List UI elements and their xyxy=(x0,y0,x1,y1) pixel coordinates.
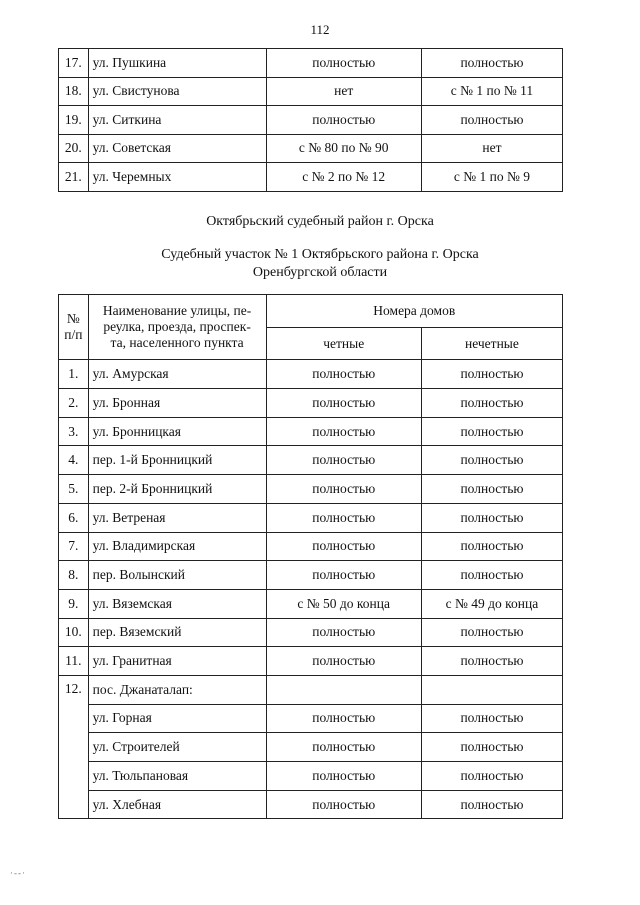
street-name: пер. 2-й Бронницкий xyxy=(88,475,266,504)
even-houses: с № 50 до конца xyxy=(266,589,421,618)
table-row xyxy=(59,106,563,135)
odd-houses: полностью xyxy=(421,762,562,791)
section-heading-line: Оренбургской области xyxy=(252,265,388,280)
street-name: ул. Пушкина xyxy=(88,49,266,78)
even-houses: с № 2 по № 12 xyxy=(266,163,421,192)
street-name: пер. 1-й Бронницкий xyxy=(88,446,266,475)
table-row xyxy=(59,647,563,676)
even-houses: нет xyxy=(266,77,421,106)
street-name: ул. Черемных xyxy=(88,163,266,192)
odd-houses: с № 49 до конца xyxy=(421,589,562,618)
odd-houses: полностью xyxy=(421,49,562,78)
even-houses: полностью xyxy=(266,733,421,762)
table-row xyxy=(59,475,563,504)
street-name: ул. Хлебная xyxy=(88,790,266,819)
header-even: четные xyxy=(266,327,421,360)
row-number: 4. xyxy=(59,446,89,475)
odd-houses: полностью xyxy=(421,733,562,762)
row-number: 1. xyxy=(59,360,89,389)
odd-houses: полностью xyxy=(421,106,562,135)
header-number-line: п/п xyxy=(64,327,83,343)
street-name: ул. Гранитная xyxy=(88,647,266,676)
table-row xyxy=(59,503,563,532)
row-number: 5. xyxy=(59,475,89,504)
row-number: 18. xyxy=(59,77,89,106)
street-name: ул. Свистунова xyxy=(88,77,266,106)
row-number: 11. xyxy=(59,647,89,676)
header-street xyxy=(88,295,266,360)
table-row xyxy=(59,446,563,475)
row-number: 3. xyxy=(59,417,89,446)
odd-houses: полностью xyxy=(421,417,562,446)
even-houses: полностью xyxy=(266,475,421,504)
street-name: ул. Бронницкая xyxy=(88,417,266,446)
street-name: пер. Вяземский xyxy=(88,618,266,647)
even-houses: полностью xyxy=(266,561,421,590)
even-houses: полностью xyxy=(266,618,421,647)
table-row xyxy=(59,561,563,590)
even-houses: полностью xyxy=(266,762,421,791)
odd-houses: с № 1 по № 9 xyxy=(421,163,562,192)
row-number: 19. xyxy=(59,106,89,135)
street-name: ул. Горная xyxy=(88,704,266,733)
even-houses: полностью xyxy=(266,49,421,78)
row-number: 20. xyxy=(59,134,89,163)
even-houses: полностью xyxy=(266,446,421,475)
table-row xyxy=(59,704,563,733)
streets-table xyxy=(58,294,563,819)
row-number: 10. xyxy=(59,618,89,647)
header-houses: Номера домов xyxy=(266,295,562,328)
street-name: ул. Бронная xyxy=(88,389,266,418)
street-name: ул. Ветреная xyxy=(88,503,266,532)
header-number xyxy=(59,295,89,360)
table-row xyxy=(59,77,563,106)
table-row xyxy=(59,360,563,389)
odd-houses: полностью xyxy=(421,360,562,389)
header-street-line: Наименование улицы, пе- xyxy=(102,303,252,319)
table-row xyxy=(59,389,563,418)
row-number: 8. xyxy=(59,561,89,590)
header-street-line: реулка, проезда, проспек- xyxy=(103,319,251,335)
street-name: ул. Вяземская xyxy=(88,589,266,618)
row-number: 6. xyxy=(59,503,89,532)
odd-houses: полностью xyxy=(421,446,562,475)
odd-houses: полностью xyxy=(421,503,562,532)
even-houses: полностью xyxy=(266,790,421,819)
street-name: ул. Ситкина xyxy=(88,106,266,135)
odd-houses: с № 1 по № 11 xyxy=(421,77,562,106)
even-houses: полностью xyxy=(266,417,421,446)
odd-houses: полностью xyxy=(421,618,562,647)
even-houses xyxy=(266,675,421,704)
odd-houses: полностью xyxy=(421,561,562,590)
odd-houses: полностью xyxy=(421,389,562,418)
header-street-line: та, населенного пункта xyxy=(110,335,244,351)
table-row xyxy=(59,733,563,762)
table-row xyxy=(59,163,563,192)
odd-houses: полностью xyxy=(421,647,562,676)
street-name: ул. Амурская xyxy=(88,360,266,389)
street-name: пер. Волынский xyxy=(88,561,266,590)
header-odd: нечетные xyxy=(421,327,562,360)
table-row xyxy=(59,618,563,647)
table-row xyxy=(59,762,563,791)
odd-houses: полностью xyxy=(421,532,562,561)
row-number: 21. xyxy=(59,163,89,192)
even-houses: полностью xyxy=(266,647,421,676)
even-houses: полностью xyxy=(266,360,421,389)
row-number: 9. xyxy=(59,589,89,618)
row-number: 17. xyxy=(59,49,89,78)
even-houses: полностью xyxy=(266,106,421,135)
table-row xyxy=(59,790,563,819)
street-name: ул. Владимирская xyxy=(88,532,266,561)
even-houses: с № 80 по № 90 xyxy=(266,134,421,163)
street-name: ул. Строителей xyxy=(88,733,266,762)
page-number: 112 xyxy=(310,22,330,37)
table-row xyxy=(59,134,563,163)
street-name: ул. Тюльпановая xyxy=(88,762,266,791)
settlement-name: пос. Джанаталап: xyxy=(88,675,266,704)
section-heading xyxy=(0,246,640,282)
odd-houses: полностью xyxy=(421,475,562,504)
even-houses: полностью xyxy=(266,503,421,532)
odd-houses xyxy=(421,675,562,704)
odd-houses: полностью xyxy=(421,704,562,733)
odd-houses: нет xyxy=(421,134,562,163)
odd-houses: полностью xyxy=(421,790,562,819)
even-houses: полностью xyxy=(266,704,421,733)
district-heading: Октябрьский судебный район г. Орска xyxy=(206,214,434,229)
table-row xyxy=(59,417,563,446)
even-houses: полностью xyxy=(266,389,421,418)
even-houses: полностью xyxy=(266,532,421,561)
street-name: ул. Советская xyxy=(88,134,266,163)
row-number: 2. xyxy=(59,389,89,418)
row-number: 12. xyxy=(59,675,89,818)
section-heading-line: Судебный участок № 1 Октябрьского района г. Орска xyxy=(161,247,479,262)
top-streets-table xyxy=(58,48,563,192)
header-row xyxy=(59,295,563,328)
table-row xyxy=(59,675,563,704)
header-number-line: № xyxy=(66,311,80,327)
scan-artifact: ·‐‐· xyxy=(10,868,26,878)
table-row xyxy=(59,49,563,78)
row-number: 7. xyxy=(59,532,89,561)
table-row xyxy=(59,532,563,561)
table-row xyxy=(59,589,563,618)
